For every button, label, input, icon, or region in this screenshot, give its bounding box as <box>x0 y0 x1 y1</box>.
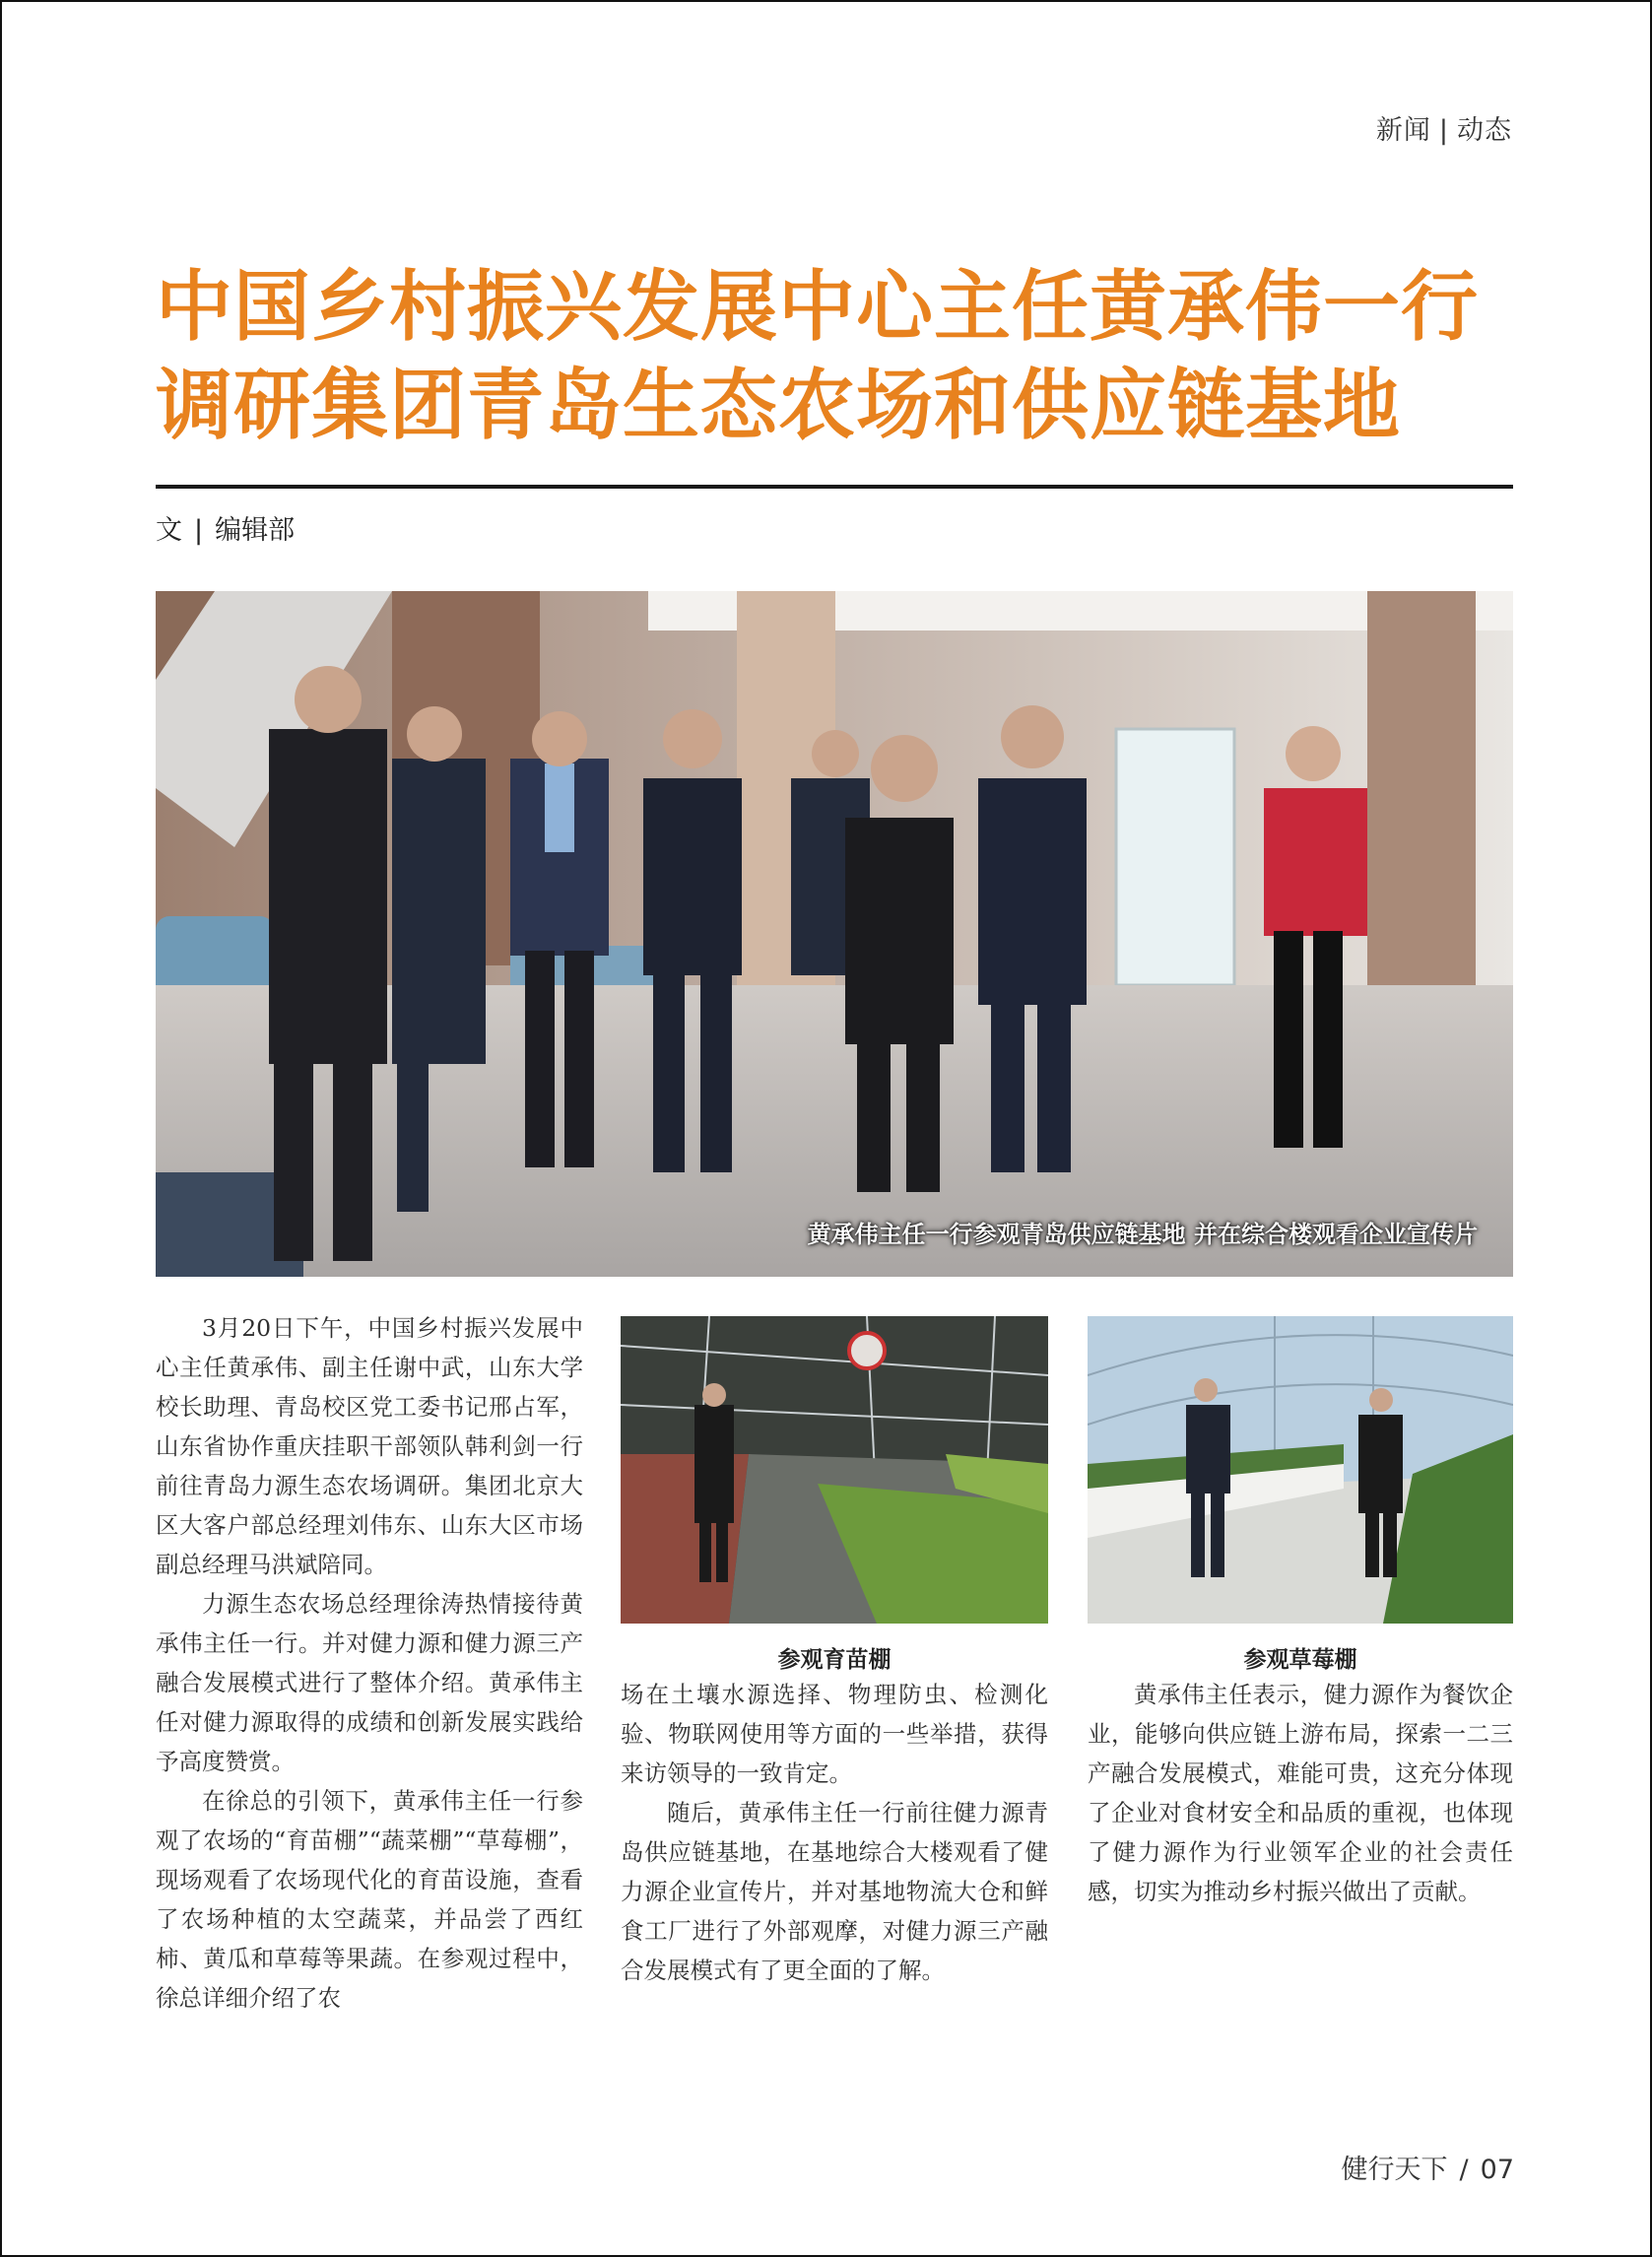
title-rule <box>156 485 1513 489</box>
paragraph: 力源生态农场总经理徐涛热情接待黄承伟主任一行。并对健力源和健力源三产融合发展模式进行了整体介绍。黄承伟主任对健力源取得的成绩和创新发展实践给予高度赞赏。 <box>156 1590 583 1775</box>
section-secondary: 动态 <box>1457 115 1512 146</box>
article-column-1 <box>156 1308 583 2018</box>
paragraph: 3月20日下午，中国乡村振兴发展中心主任黄承伟、副主任谢中武，山东大学校长助理、青岛校区党工委书记邢占军，山东省协作重庆挂职干部领队韩利剑一行前往青岛力源生态农场调研。集团北京大区大客户部总经理刘伟东、山东大区市场副总经理马洪斌陪同。 <box>156 1314 583 1578</box>
title-line-1: 中国乡村振兴发展中心主任黄承伟一行 <box>156 262 1480 352</box>
byline-author: 编辑部 <box>215 515 296 546</box>
hero-photo <box>156 591 1513 1277</box>
strawberry-greenhouse-photo <box>1088 1316 1513 1624</box>
paragraph: 随后，黄承伟主任一行前往健力源青岛供应链基地，在基地综合大楼观看了健力源企业宣传片，并对基地物流大仓和鲜食工厂进行了外部观摩，对健力源三产融合发展模式有了更全面的了解。 <box>621 1799 1048 1984</box>
article-column-2 <box>621 1675 1048 1990</box>
hero-caption: 黄承伟主任一行参观青岛供应链基地 并在综合楼观看企业宣传片 <box>807 1221 1478 1248</box>
paragraph: 场在土壤水源选择、物理防虫、检测化验、物联网使用等方面的一些举措，获得来访领导的一致肯定。 <box>621 1681 1048 1787</box>
publication-name: 健行天下 <box>1341 2155 1448 2185</box>
section-primary: 新闻 <box>1375 115 1431 146</box>
section-tag <box>1376 108 1512 147</box>
paragraph: 在徐总的引领下，黄承伟主任一行参观了农场的“育苗棚”“蔬菜棚”“草莓棚”，现场观看了农场现代化的育苗设施，查看了农场种植的太空蔬菜，并品尝了西红柿、黄瓜和草莓等果蔬。在参观过程中，徐总详细介绍了农 <box>156 1787 583 2012</box>
section-divider: | <box>1438 115 1449 146</box>
footer-divider: / <box>1459 2155 1469 2185</box>
page-footer <box>1342 2148 1514 2186</box>
paragraph: 黄承伟主任表示，健力源作为餐饮企业，能够向供应链上游布局，探索一二三产融合发展模式，难能可贵，这充分体现了企业对食材安全和品质的重视，也体现了健力源作为行业领军企业的社会责任感，切实为推动乡村振兴做出了贡献。 <box>1088 1681 1513 1905</box>
byline <box>156 508 295 547</box>
seedling-greenhouse-illustration <box>621 1316 1048 1624</box>
article-column-3 <box>1088 1675 1513 1911</box>
page-number: 07 <box>1480 2155 1514 2185</box>
strawberry-greenhouse-illustration <box>1088 1316 1513 1624</box>
byline-label: 文 <box>156 515 182 546</box>
byline-divider: | <box>194 515 204 546</box>
article-title <box>156 258 1515 455</box>
strawberry-greenhouse-caption: 参观草莓棚 <box>1243 1647 1357 1673</box>
title-line-2: 调研集团青岛生态农场和供应链基地 <box>156 361 1402 450</box>
seedling-greenhouse-photo <box>621 1316 1048 1624</box>
hero-photo-illustration <box>156 591 1513 1277</box>
seedling-greenhouse-caption: 参观育苗棚 <box>777 1647 892 1673</box>
